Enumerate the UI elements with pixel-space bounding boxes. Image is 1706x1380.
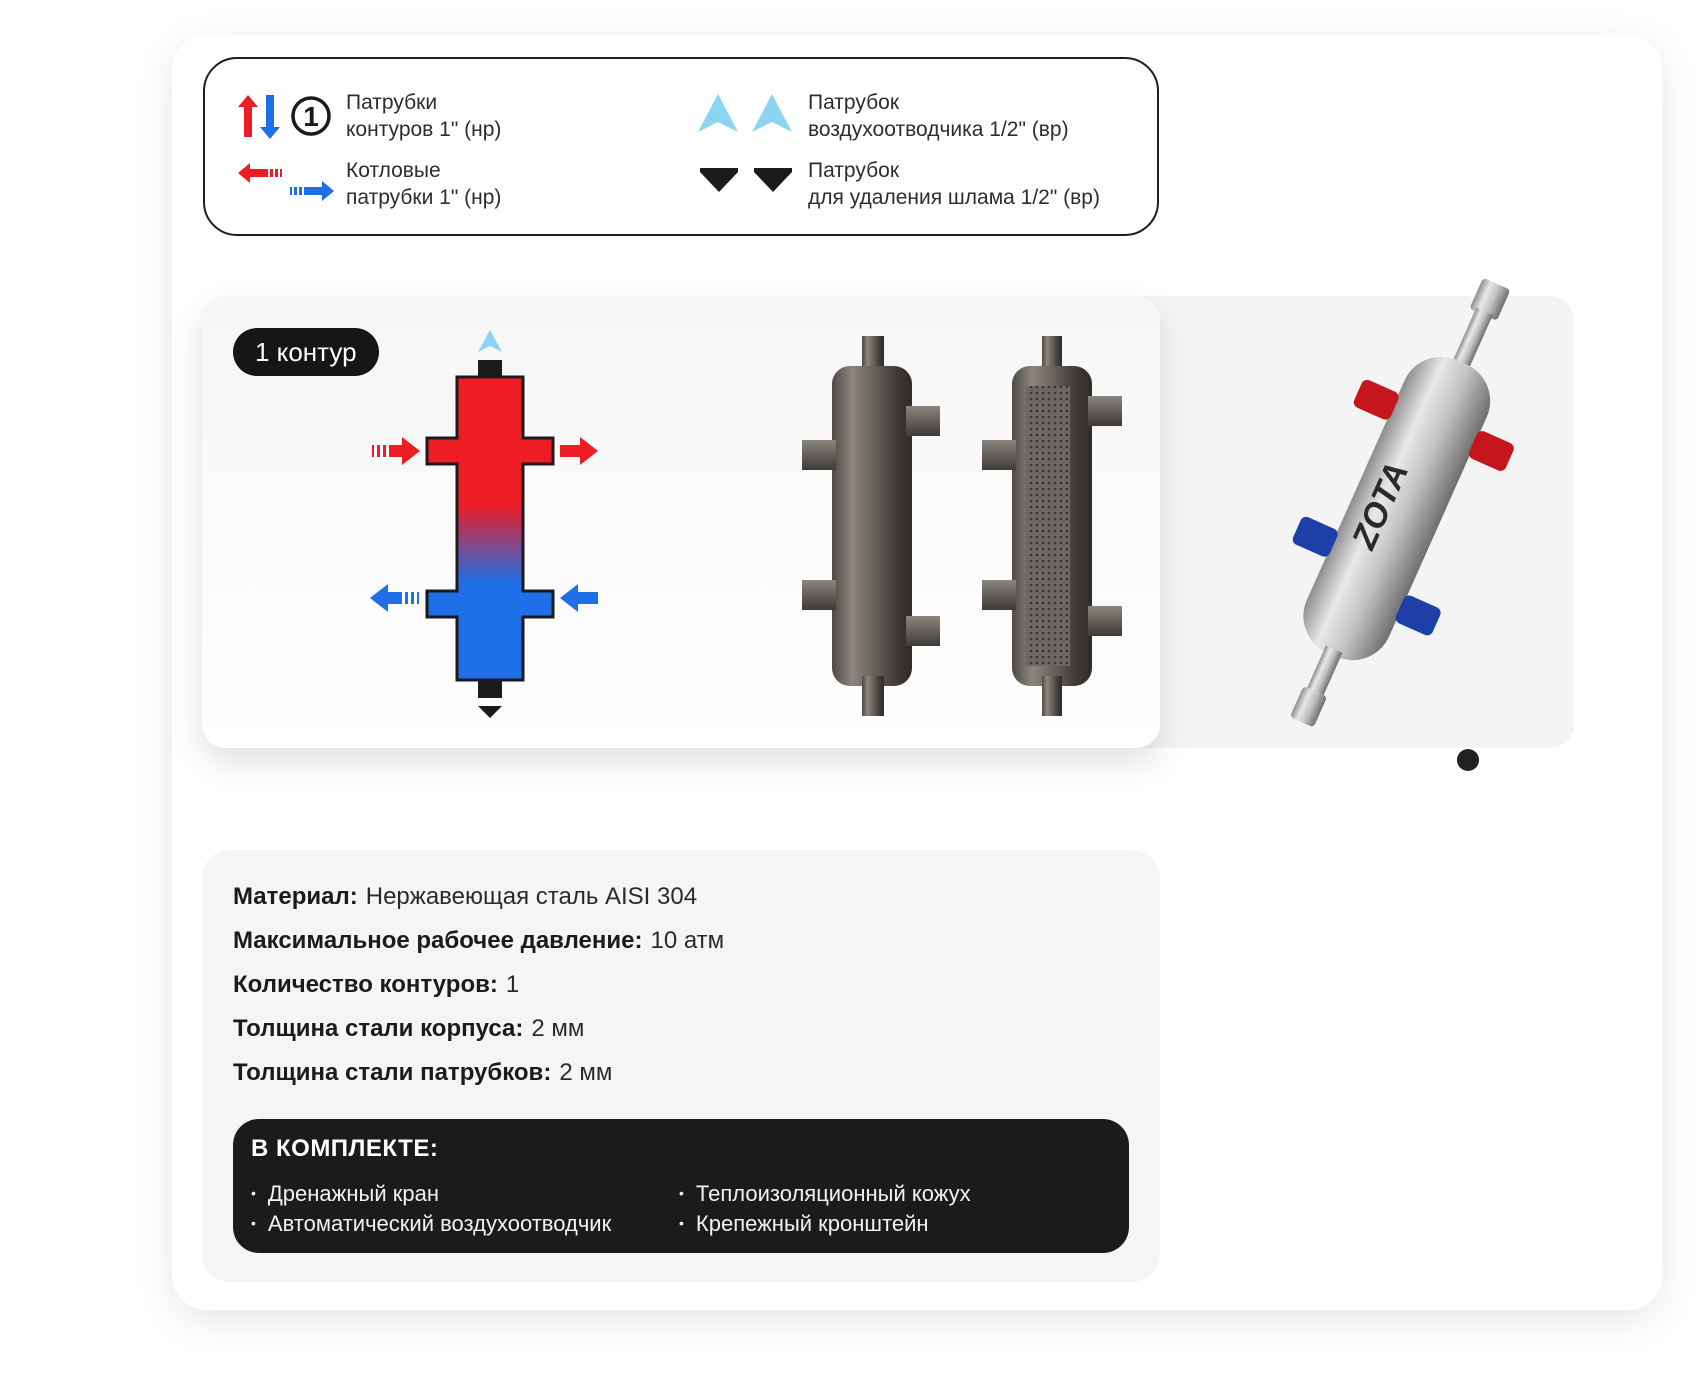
circuit-hot-outlet-arrow [560,437,598,465]
legend-text-circuit-pipes: Патрубки контуров 1" (нр) [346,91,502,141]
legend-text-sludge-drain: Патрубок для удаления шлама 1/2" (вр) [808,159,1100,209]
air-vent-icon [698,94,794,136]
kit-item: • Теплоизоляционный кожух [679,1181,971,1207]
hydraulic-separator-scheme [370,326,610,722]
kit-title: В КОМПЛЕКТЕ: [251,1135,439,1162]
separator-render-body [790,330,960,720]
circuit-cold-return-arrow [560,584,598,612]
circuit-number: 1 [303,101,319,132]
circuit-pipes-icon [238,93,338,141]
boiler-cold-return-arrow [370,584,419,612]
legend-text-air-vent: Патрубок воздухоотводчика 1/2" (вр) [808,91,1069,141]
boiler-pipes-icon [238,163,334,205]
kit-item: • Автоматический воздухоотводчик [251,1211,611,1237]
spec-body-thickness: Толщина стали корпуса: 2 мм [233,1015,585,1042]
spec-material: Материал: Нержавеющая сталь AISI 304 [233,883,698,910]
kit-box [233,1119,1129,1253]
kit-item: • Крепежный кронштейн [679,1211,929,1237]
zota-product-photo [1240,260,1530,810]
sludge-drain-icon [700,168,794,194]
circuit-badge: 1 контур [233,328,379,376]
brand-logo: ZOTA [1344,456,1417,555]
spec-max-pressure: Максимальное рабочее давление: 10 атм [233,927,725,954]
kit-item: • Дренажный кран [251,1181,439,1207]
separator-render-cutaway [980,330,1130,720]
boiler-hot-inlet-arrow [372,437,420,465]
spec-pipe-thickness: Толщина стали патрубков: 2 мм [233,1059,613,1086]
air-vent-arrow [478,330,502,352]
legend-text-boiler-pipes: Котловые патрубки 1" (нр) [346,159,502,209]
spec-circuit-count: Количество контуров: 1 [233,971,520,998]
sludge-arrow [478,706,502,718]
